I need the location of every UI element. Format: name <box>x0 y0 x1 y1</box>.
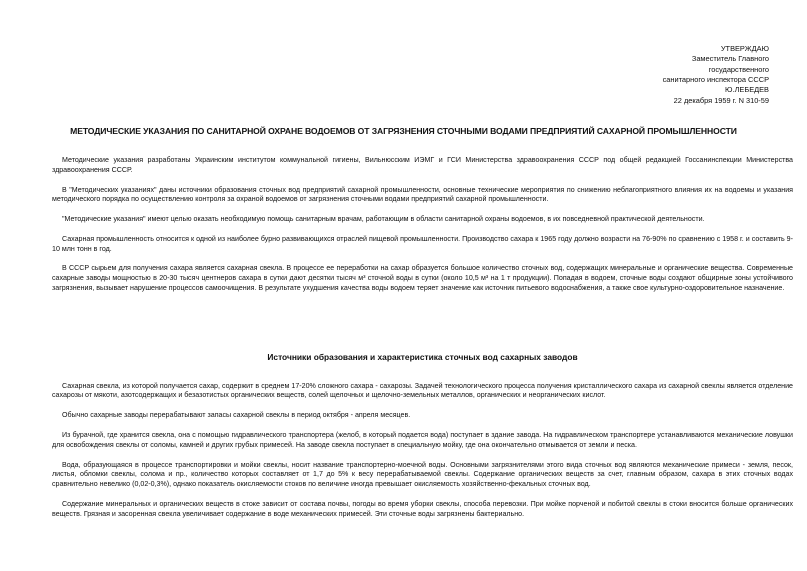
paragraph: Из бурачной, где хранится свекла, она с помощью гидравлического транспортера (желоб, в который подается вода) поступает в здание завода. На гидравлическом транспортере устанавливаются механические ловушки для освобождения свеклы от соломы, камней и других грубых примесей. На заводе свекла поступает в специальную мойку, где она окончательно отмывается от земли и песка. <box>52 430 793 449</box>
approval-line: 22 декабря 1959 г. N 310-59 <box>673 95 769 105</box>
paragraph: В СССР сырьем для получения сахара является сахарная свекла. В процессе ее переработки на сахар образуется большое количество сточных вод, содержащих минеральные и органические вещества. Современные сахарные заводы мощностью в 20-30 тысяч центнеров сахара в сутки дают десятки тысяч м³ сточной воды в сутки (около 10,5 м³ на 1 т продукции). Попадая в водоем, сточные воды создают общирные зоны устойчивого загрязнения, вызывает нарушение процессов самоочищения. В результате ухудшения качества воды водоем теряет значение как источник питьевого водоснабжения, а также свое культурно-оздоровительное назначение. <box>52 264 793 293</box>
section-title: Источники образования и характеристика сточных вод сахарных заводов <box>267 352 578 362</box>
paragraph: Сахарная промышленность относится к одной из наиболее бурно развивающихся отраслей пищевой промышленности. Производство сахара к 1965 году должно возрасти на 76-90% по сравнению с 1958 г. и составить 9-10 млн тонн в год. <box>52 234 793 253</box>
intro-section <box>52 156 793 304</box>
paragraph: Обычно сахарные заводы перерабатывают запасы сахарной свеклы в период октября - апреля месяцев. <box>62 411 411 420</box>
paragraph: Содержание минеральных и органических веществ в стоке зависит от состава почвы, погоды во время уборки свеклы, способа перевозки. При мойке порченой и побитой свеклы в стоки вносится больше органических веществ. Грязная и засоренная свекла увеличивает содержание в воде механических примесей. Эти сточные воды загрязнены бактериально. <box>52 499 793 518</box>
paragraph: Методические указания разработаны Украинским институтом коммунальной гигиены, Вильнюсским ИЭМГ и ГСИ Министерства здравоохранения СССР под общей редакцией Госсанинспекции Министерства здравоохранения СССР. <box>52 156 793 174</box>
paragraph: Сахарная свекла, из которой получается сахар, содержит в среднем 17-20% сложного сахара - сахарозы. Задачей технологического процесса получения кристаллического сахара из сахарной свеклы является отделение сахарозы от мякоти, азотсодержащих и безазотистых органических веществ, солей щелочных и щелочно-земельных металлов, органических и неорганических кислот. <box>52 381 793 400</box>
document-title: МЕТОДИЧЕСКИЕ УКАЗАНИЯ ПО САНИТАРНОЙ ОХРАНЕ ВОДОЕМОВ ОТ ЗАГРЯЗНЕНИЯ СТОЧНЫМИ ВОДАМИ ПРЕДПРИЯТИЙ САХАРНОЙ ПРОМЫШЛЕННОСТИ <box>70 126 737 136</box>
approval-line: санитарного инспектора СССР <box>662 75 769 85</box>
approval-line: УТВЕРЖДАЮ <box>720 44 769 53</box>
approval-line: государственного <box>708 64 769 74</box>
approval-line: Ю.ЛЕБЕДЕВ <box>725 85 769 95</box>
paragraph: В "Методических указаниях" даны источники образования сточных вод предприятий сахарной промышленности, основные технические мероприятия по снижению неблагоприятного влияния их на водоемы и указания методического порядка по осуществлению контроля за охраной водоемов от загрязнения сточными водами предприятий сахарной промышленности. <box>52 185 793 204</box>
sources-section <box>52 344 793 529</box>
approval-line: Заместитель Главного <box>691 54 769 64</box>
approval-stamp <box>663 44 769 106</box>
paragraph: Вода, образующаяся в процессе транспортировки и мойки свеклы, носит название транспортерно-моечной воды. Основными загрязнителями этого вида сточных вод являются механические примеси - земля, песок, листья, обломки свеклы, солома и пр., количество которых составляет от 1,7 до 5% к весу перерабатываемой свеклы. Содержание органических веществ за счет, главным образом, сахара в этих сточных водах сравнительно невелико (0,02-0,3%), однако показатель окисляемости стоков по величине иногда превышает окисляемость хозяйственно-фекальных сточных вод. <box>52 460 793 489</box>
paragraph: "Методические указания" имеют целью оказать необходимую помощь санитарным врачам, работающим в области санитарной охраны водоемов, в их повседневной практической деятельности. <box>62 215 705 224</box>
